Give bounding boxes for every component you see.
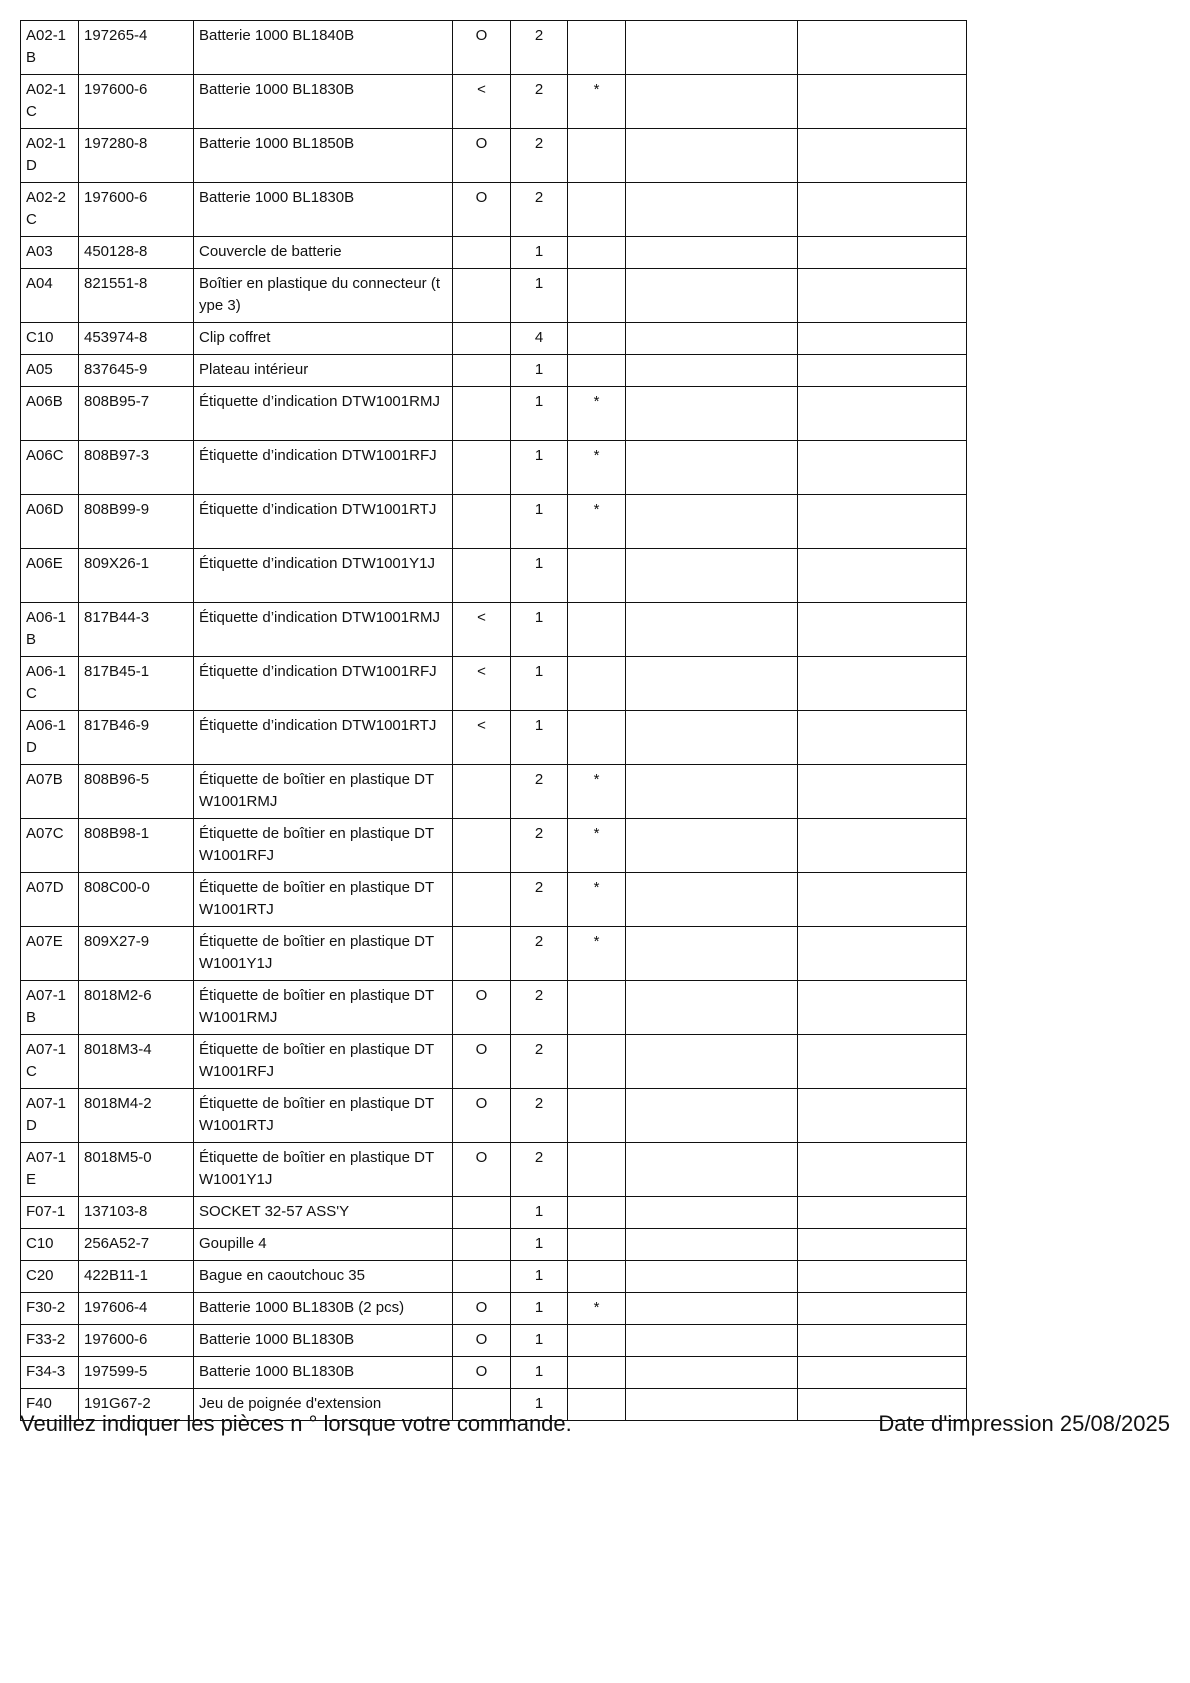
cell-description: Boîtier en plastique du connecteur (type 3) — [194, 269, 453, 323]
cell-blank-2 — [798, 1325, 967, 1357]
cell-ref-no: A07D — [21, 873, 79, 927]
cell-blank-2 — [798, 269, 967, 323]
cell-blank-2 — [798, 873, 967, 927]
cell-blank-1 — [626, 873, 798, 927]
cell-ref-no: A06-1B — [21, 603, 79, 657]
cell-part-number: 817B46-9 — [79, 711, 194, 765]
cell-description: Étiquette de boîtier en plastique DTW1001RTJ — [194, 1089, 453, 1143]
cell-ref-no: A05 — [21, 355, 79, 387]
cell-blank-2 — [798, 1293, 967, 1325]
table-row — [21, 1197, 967, 1229]
cell-blank-1 — [626, 1143, 798, 1197]
table-row — [21, 269, 967, 323]
table-row — [21, 1261, 967, 1293]
cell-note-mark — [568, 129, 626, 183]
print-date: Date d'impression 25/08/2025 — [878, 1411, 1170, 1436]
cell-change-mark — [453, 323, 511, 355]
cell-quantity: 2 — [511, 765, 568, 819]
cell-part-number: 197280-8 — [79, 129, 194, 183]
cell-note-mark — [568, 183, 626, 237]
cell-part-number: 808C00-0 — [79, 873, 194, 927]
cell-change-mark: O — [453, 981, 511, 1035]
cell-change-mark — [453, 765, 511, 819]
cell-blank-1 — [626, 441, 798, 495]
cell-description: Étiquette de boîtier en plastique DTW1001Y1J — [194, 927, 453, 981]
cell-blank-1 — [626, 819, 798, 873]
cell-blank-1 — [626, 1089, 798, 1143]
cell-note-mark: * — [568, 387, 626, 441]
table-row — [21, 1229, 967, 1261]
cell-part-number: 197600-6 — [79, 183, 194, 237]
cell-blank-1 — [626, 927, 798, 981]
cell-change-mark — [453, 1261, 511, 1293]
cell-blank-1 — [626, 1325, 798, 1357]
cell-ref-no: A07E — [21, 927, 79, 981]
cell-quantity: 1 — [511, 495, 568, 549]
table-row — [21, 1035, 967, 1089]
cell-change-mark: < — [453, 711, 511, 765]
cell-part-number: 197600-6 — [79, 1325, 194, 1357]
cell-quantity: 1 — [511, 1357, 568, 1389]
cell-blank-2 — [798, 819, 967, 873]
cell-quantity: 1 — [511, 237, 568, 269]
cell-part-number: 8018M4-2 — [79, 1089, 194, 1143]
cell-description: Étiquette d’indication DTW1001RMJ — [194, 387, 453, 441]
cell-quantity: 2 — [511, 183, 568, 237]
cell-quantity: 2 — [511, 1089, 568, 1143]
cell-blank-2 — [798, 1197, 967, 1229]
cell-description: Étiquette de boîtier en plastique DTW1001RFJ — [194, 1035, 453, 1089]
cell-note-mark: * — [568, 819, 626, 873]
cell-ref-no: A02-1C — [21, 75, 79, 129]
cell-change-mark — [453, 927, 511, 981]
cell-blank-1 — [626, 1389, 798, 1421]
table-row — [21, 183, 967, 237]
cell-blank-2 — [798, 129, 967, 183]
cell-blank-1 — [626, 1357, 798, 1389]
table-row — [21, 1089, 967, 1143]
cell-change-mark — [453, 1229, 511, 1261]
cell-description: Batterie 1000 BL1830B — [194, 183, 453, 237]
cell-note-mark — [568, 21, 626, 75]
cell-blank-1 — [626, 269, 798, 323]
cell-note-mark — [568, 1357, 626, 1389]
cell-ref-no: A07C — [21, 819, 79, 873]
cell-description: SOCKET 32-57 ASS'Y — [194, 1197, 453, 1229]
cell-description: Étiquette de boîtier en plastique DTW1001Y1J — [194, 1143, 453, 1197]
cell-quantity: 1 — [511, 711, 568, 765]
cell-blank-2 — [798, 441, 967, 495]
cell-ref-no: A06-1D — [21, 711, 79, 765]
cell-ref-no: A06C — [21, 441, 79, 495]
cell-change-mark — [453, 1197, 511, 1229]
cell-blank-2 — [798, 21, 967, 75]
cell-blank-2 — [798, 1089, 967, 1143]
cell-blank-2 — [798, 75, 967, 129]
cell-blank-1 — [626, 981, 798, 1035]
cell-change-mark: < — [453, 603, 511, 657]
cell-note-mark — [568, 355, 626, 387]
cell-blank-2 — [798, 603, 967, 657]
cell-part-number: 837645-9 — [79, 355, 194, 387]
cell-ref-no: A03 — [21, 237, 79, 269]
cell-part-number: 809X27-9 — [79, 927, 194, 981]
cell-blank-2 — [798, 495, 967, 549]
cell-change-mark: O — [453, 1143, 511, 1197]
cell-part-number: 821551-8 — [79, 269, 194, 323]
table-row — [21, 387, 967, 441]
cell-quantity: 2 — [511, 1035, 568, 1089]
cell-change-mark — [453, 441, 511, 495]
cell-blank-1 — [626, 75, 798, 129]
cell-note-mark: * — [568, 927, 626, 981]
cell-change-mark — [453, 549, 511, 603]
table-row — [21, 981, 967, 1035]
cell-blank-1 — [626, 549, 798, 603]
cell-change-mark: < — [453, 75, 511, 129]
cell-blank-2 — [798, 1357, 967, 1389]
cell-description: Clip coffret — [194, 323, 453, 355]
cell-blank-1 — [626, 1229, 798, 1261]
cell-blank-1 — [626, 237, 798, 269]
cell-note-mark — [568, 981, 626, 1035]
cell-note-mark — [568, 1229, 626, 1261]
cell-ref-no: A02-1D — [21, 129, 79, 183]
cell-description: Goupille 4 — [194, 1229, 453, 1261]
cell-note-mark — [568, 711, 626, 765]
cell-ref-no: A07B — [21, 765, 79, 819]
cell-description: Étiquette d’indication DTW1001RTJ — [194, 711, 453, 765]
cell-quantity: 2 — [511, 129, 568, 183]
table-row — [21, 1143, 967, 1197]
cell-note-mark — [568, 1261, 626, 1293]
cell-blank-1 — [626, 657, 798, 711]
cell-blank-1 — [626, 21, 798, 75]
cell-quantity: 1 — [511, 387, 568, 441]
cell-change-mark: O — [453, 1357, 511, 1389]
cell-change-mark: O — [453, 129, 511, 183]
cell-ref-no: F33-2 — [21, 1325, 79, 1357]
parts-table — [20, 20, 967, 1421]
cell-part-number: 197265-4 — [79, 21, 194, 75]
cell-note-mark — [568, 1197, 626, 1229]
cell-description: Batterie 1000 BL1830B — [194, 75, 453, 129]
cell-quantity: 1 — [511, 1325, 568, 1357]
cell-part-number: 8018M3-4 — [79, 1035, 194, 1089]
cell-note-mark — [568, 1035, 626, 1089]
cell-note-mark — [568, 269, 626, 323]
cell-quantity: 1 — [511, 1261, 568, 1293]
cell-blank-1 — [626, 1197, 798, 1229]
cell-part-number: 808B96-5 — [79, 765, 194, 819]
cell-change-mark — [453, 355, 511, 387]
cell-description: Étiquette de boîtier en plastique DTW1001RTJ — [194, 873, 453, 927]
table-row — [21, 927, 967, 981]
cell-quantity: 1 — [511, 549, 568, 603]
cell-ref-no: A07-1E — [21, 1143, 79, 1197]
cell-description: Étiquette de boîtier en plastique DTW1001RMJ — [194, 981, 453, 1035]
cell-quantity: 1 — [511, 657, 568, 711]
cell-quantity: 1 — [511, 1229, 568, 1261]
cell-blank-2 — [798, 927, 967, 981]
cell-part-number: 808B95-7 — [79, 387, 194, 441]
cell-quantity: 2 — [511, 21, 568, 75]
parts-table-body — [21, 21, 967, 1421]
cell-note-mark — [568, 1389, 626, 1421]
cell-note-mark: * — [568, 1293, 626, 1325]
cell-part-number: 808B98-1 — [79, 819, 194, 873]
cell-blank-1 — [626, 495, 798, 549]
table-row — [21, 1293, 967, 1325]
cell-change-mark — [453, 495, 511, 549]
cell-part-number: 422B11-1 — [79, 1261, 194, 1293]
cell-description: Batterie 1000 BL1840B — [194, 21, 453, 75]
cell-description: Batterie 1000 BL1850B — [194, 129, 453, 183]
table-row — [21, 355, 967, 387]
table-row — [21, 323, 967, 355]
cell-quantity: 2 — [511, 981, 568, 1035]
cell-part-number: 197600-6 — [79, 75, 194, 129]
cell-blank-2 — [798, 355, 967, 387]
table-row — [21, 603, 967, 657]
cell-ref-no: C10 — [21, 323, 79, 355]
table-row — [21, 441, 967, 495]
cell-blank-2 — [798, 1035, 967, 1089]
cell-note-mark — [568, 237, 626, 269]
cell-ref-no: A02-2C — [21, 183, 79, 237]
table-row — [21, 873, 967, 927]
cell-blank-2 — [798, 1261, 967, 1293]
cell-note-mark — [568, 1089, 626, 1143]
cell-note-mark — [568, 603, 626, 657]
cell-ref-no: A06D — [21, 495, 79, 549]
table-row — [21, 819, 967, 873]
cell-blank-1 — [626, 355, 798, 387]
cell-quantity: 2 — [511, 1143, 568, 1197]
cell-part-number: 817B45-1 — [79, 657, 194, 711]
cell-change-mark: O — [453, 21, 511, 75]
cell-change-mark — [453, 269, 511, 323]
cell-note-mark — [568, 1325, 626, 1357]
table-row — [21, 129, 967, 183]
cell-description: Batterie 1000 BL1830B — [194, 1357, 453, 1389]
cell-part-number: 808B97-3 — [79, 441, 194, 495]
cell-part-number: 256A52-7 — [79, 1229, 194, 1261]
cell-ref-no: A06E — [21, 549, 79, 603]
cell-part-number: 197606-4 — [79, 1293, 194, 1325]
cell-ref-no: A04 — [21, 269, 79, 323]
table-row — [21, 1357, 967, 1389]
cell-note-mark: * — [568, 765, 626, 819]
cell-note-mark: * — [568, 75, 626, 129]
cell-blank-2 — [798, 981, 967, 1035]
cell-change-mark: O — [453, 1325, 511, 1357]
cell-description: Étiquette d’indication DTW1001Y1J — [194, 549, 453, 603]
cell-part-number: 453974-8 — [79, 323, 194, 355]
cell-blank-2 — [798, 657, 967, 711]
cell-ref-no: C10 — [21, 1229, 79, 1261]
cell-quantity: 2 — [511, 819, 568, 873]
cell-part-number: 191G67-2 — [79, 1389, 194, 1421]
cell-quantity: 1 — [511, 1389, 568, 1421]
cell-note-mark — [568, 549, 626, 603]
cell-blank-1 — [626, 1261, 798, 1293]
cell-description: Plateau intérieur — [194, 355, 453, 387]
cell-blank-2 — [798, 1143, 967, 1197]
cell-blank-1 — [626, 387, 798, 441]
cell-quantity: 2 — [511, 873, 568, 927]
cell-blank-2 — [798, 237, 967, 269]
cell-blank-1 — [626, 129, 798, 183]
cell-ref-no: F30-2 — [21, 1293, 79, 1325]
table-row — [21, 711, 967, 765]
table-row — [21, 657, 967, 711]
table-row — [21, 765, 967, 819]
table-row — [21, 1325, 967, 1357]
cell-ref-no: A07-1B — [21, 981, 79, 1035]
cell-change-mark — [453, 237, 511, 269]
cell-quantity: 1 — [511, 441, 568, 495]
cell-quantity: 1 — [511, 1293, 568, 1325]
cell-blank-1 — [626, 603, 798, 657]
cell-blank-2 — [798, 183, 967, 237]
cell-ref-no: F40 — [21, 1389, 79, 1421]
cell-note-mark: * — [568, 873, 626, 927]
cell-part-number: 450128-8 — [79, 237, 194, 269]
cell-ref-no: A06-1C — [21, 657, 79, 711]
cell-change-mark: O — [453, 1293, 511, 1325]
cell-description: Étiquette d’indication DTW1001RTJ — [194, 495, 453, 549]
table-row — [21, 495, 967, 549]
cell-blank-1 — [626, 1293, 798, 1325]
cell-blank-1 — [626, 1035, 798, 1089]
cell-blank-1 — [626, 711, 798, 765]
cell-blank-2 — [798, 1229, 967, 1261]
cell-part-number: 197599-5 — [79, 1357, 194, 1389]
cell-note-mark — [568, 657, 626, 711]
cell-blank-2 — [798, 323, 967, 355]
cell-description: Étiquette d’indication DTW1001RMJ — [194, 603, 453, 657]
cell-quantity: 1 — [511, 1197, 568, 1229]
cell-description: Étiquette d’indication DTW1001RFJ — [194, 441, 453, 495]
table-row — [21, 549, 967, 603]
cell-description: Couvercle de batterie — [194, 237, 453, 269]
cell-quantity: 2 — [511, 75, 568, 129]
cell-note-mark: * — [568, 441, 626, 495]
cell-quantity: 4 — [511, 323, 568, 355]
cell-part-number: 8018M5-0 — [79, 1143, 194, 1197]
cell-ref-no: F07-1 — [21, 1197, 79, 1229]
cell-change-mark: O — [453, 183, 511, 237]
cell-blank-1 — [626, 323, 798, 355]
cell-part-number: 137103-8 — [79, 1197, 194, 1229]
cell-ref-no: F34-3 — [21, 1357, 79, 1389]
cell-change-mark — [453, 819, 511, 873]
cell-description: Batterie 1000 BL1830B (2 pcs) — [194, 1293, 453, 1325]
cell-description: Batterie 1000 BL1830B — [194, 1325, 453, 1357]
cell-note-mark — [568, 1143, 626, 1197]
cell-quantity: 1 — [511, 355, 568, 387]
cell-blank-2 — [798, 711, 967, 765]
cell-blank-1 — [626, 765, 798, 819]
cell-change-mark — [453, 387, 511, 441]
cell-ref-no: A02-1B — [21, 21, 79, 75]
cell-ref-no: C20 — [21, 1261, 79, 1293]
cell-description: Jeu de poignée d'extension — [194, 1389, 453, 1421]
cell-ref-no: A07-1C — [21, 1035, 79, 1089]
cell-change-mark: O — [453, 1089, 511, 1143]
cell-part-number: 809X26-1 — [79, 549, 194, 603]
cell-blank-2 — [798, 765, 967, 819]
cell-note-mark: * — [568, 495, 626, 549]
cell-change-mark: < — [453, 657, 511, 711]
cell-change-mark: O — [453, 1035, 511, 1089]
cell-note-mark — [568, 323, 626, 355]
cell-part-number: 8018M2-6 — [79, 981, 194, 1035]
cell-description: Étiquette de boîtier en plastique DTW1001RMJ — [194, 765, 453, 819]
cell-quantity: 1 — [511, 603, 568, 657]
cell-blank-2 — [798, 549, 967, 603]
table-row — [21, 21, 967, 75]
cell-ref-no: A07-1D — [21, 1089, 79, 1143]
cell-quantity: 2 — [511, 927, 568, 981]
order-instruction-note: Veuillez indiquer les pièces n ° lorsque votre commande. — [20, 1411, 572, 1436]
cell-part-number: 808B99-9 — [79, 495, 194, 549]
cell-ref-no: A06B — [21, 387, 79, 441]
cell-change-mark — [453, 873, 511, 927]
cell-description: Étiquette de boîtier en plastique DTW1001RFJ — [194, 819, 453, 873]
cell-description: Étiquette d’indication DTW1001RFJ — [194, 657, 453, 711]
cell-blank-1 — [626, 183, 798, 237]
cell-quantity: 1 — [511, 269, 568, 323]
cell-blank-2 — [798, 387, 967, 441]
table-row — [21, 237, 967, 269]
table-row — [21, 75, 967, 129]
cell-description: Bague en caoutchouc 35 — [194, 1261, 453, 1293]
cell-part-number: 817B44-3 — [79, 603, 194, 657]
